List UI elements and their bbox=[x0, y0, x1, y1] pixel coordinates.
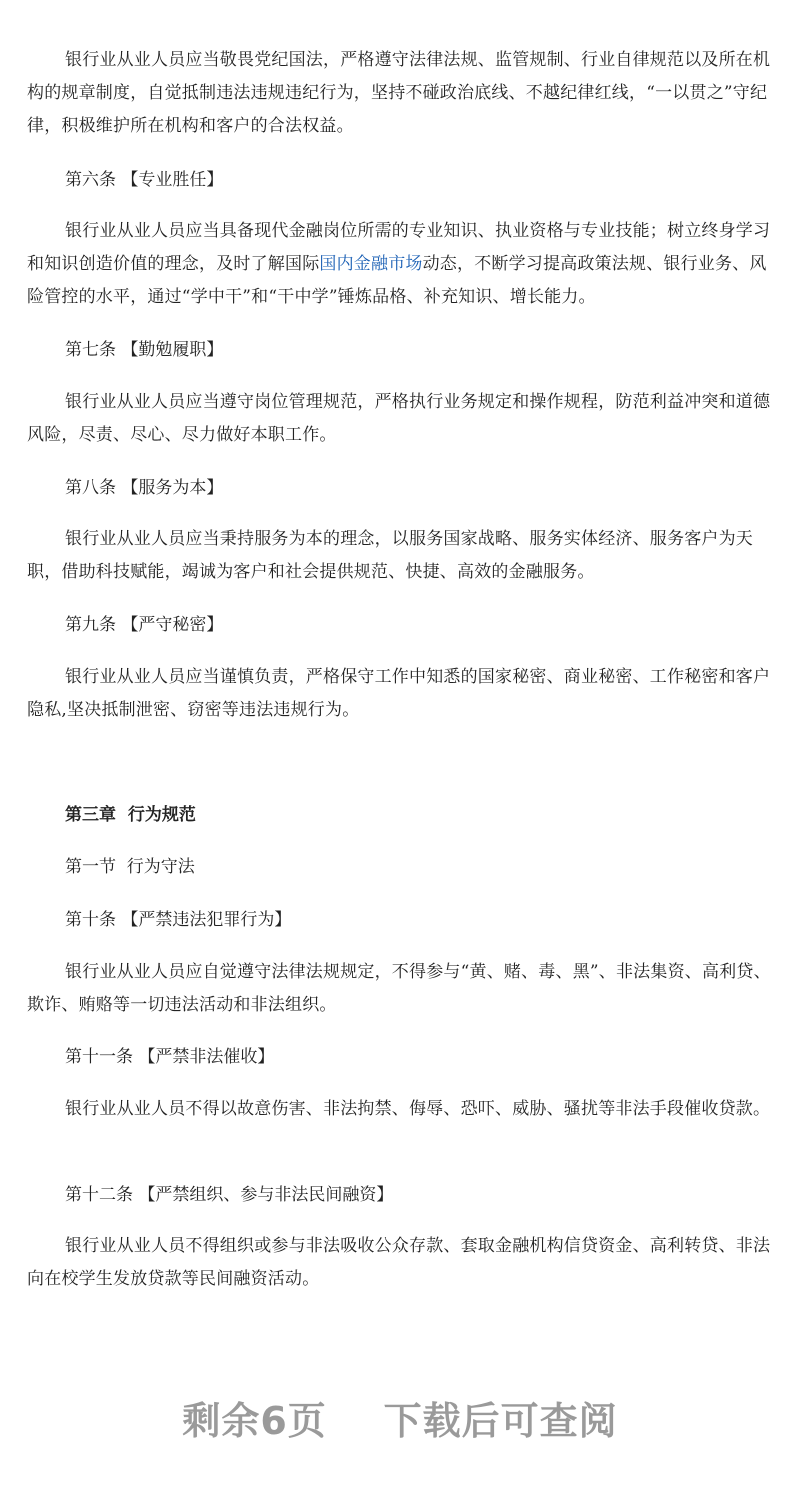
article-9-heading: 第九条 【严守秘密】 bbox=[65, 615, 224, 635]
article-10-heading: 第十条 【严禁违法犯罪行为】 bbox=[65, 910, 292, 930]
paragraph-intro: 银行业从业人员应当敬畏党纪国法，严格遵守法律法规、监管规制、行业自律规范以及所在机构的规章制度，自觉抵制违法违规违纪行为，坚持不碰政治底线、不越纪律红线，“一以贯之”守纪律，积极维护所在机构和客户的合法权益。 bbox=[27, 50, 771, 136]
article-7-paragraph: 银行业从业人员应当遵守岗位管理规范，严格执行业务规定和操作规程，防范利益冲突和道德风险，尽责、尽心、尽力做好本职工作。 bbox=[27, 392, 771, 445]
article-6-heading: 第六条 【专业胜任】 bbox=[65, 170, 224, 190]
article-8-heading: 第八条 【服务为本】 bbox=[65, 478, 224, 498]
article-12-paragraph: 银行业从业人员不得组织或参与非法吸收公众存款、套取金融机构信贷资金、高利转贷、非法向在校学生发放贷款等民间融资活动。 bbox=[27, 1236, 771, 1289]
domestic-financial-market-link[interactable]: 国内金融市场 bbox=[319, 254, 423, 274]
chapter-3-heading: 第三章 行为规范 bbox=[65, 805, 196, 825]
article-10-paragraph: 银行业从业人员应自觉遵守法律法规规定，不得参与“黄、赌、毒、黑”、非法集资、高利贷、欺诈、贿赂等一切违法活动和非法组织。 bbox=[27, 962, 771, 1015]
article-6-text-start: 银行业从业人员应当具备现代金融岗位所需的专业知识、执业资格与专业技能；树立终身学习和知识创造价值的理念，及时了解国际 bbox=[27, 221, 771, 274]
article-6-text-end: 动态，不断学习提高政策法规、银行业务、风险管控的水平，通过“学中干”和“干中学”锤炼品格、补充知识、增长能力。 bbox=[27, 254, 767, 307]
article-12-heading: 第十二条 【严禁组织、参与非法民间融资】 bbox=[65, 1185, 394, 1205]
download-prompt-banner[interactable]: 剩余6页 下载后可查阅 bbox=[182, 1399, 618, 1443]
article-11-paragraph: 银行业从业人员不得以故意伤害、非法拘禁、侮辱、恐吓、威胁、骚扰等非法手段催收贷款。 bbox=[65, 1099, 771, 1119]
article-7-heading: 第七条 【勤勉履职】 bbox=[65, 340, 224, 360]
article-11-heading: 第十一条 【严禁非法催收】 bbox=[65, 1047, 275, 1067]
article-8-paragraph: 银行业从业人员应当秉持服务为本的理念，以服务国家战略、服务实体经济、服务客户为天职，借助科技赋能，竭诚为客户和社会提供规范、快捷、高效的金融服务。 bbox=[27, 529, 753, 582]
section-1-heading: 第一节 行为守法 bbox=[65, 857, 195, 877]
article-6-paragraph bbox=[27, 215, 775, 314]
article-9-paragraph: 银行业从业人员应当谨慎负责，严格保守工作中知悉的国家秘密、商业秘密、工作秘密和客户隐私,坚决抵制泄密、窃密等违法违规行为。 bbox=[27, 667, 771, 720]
